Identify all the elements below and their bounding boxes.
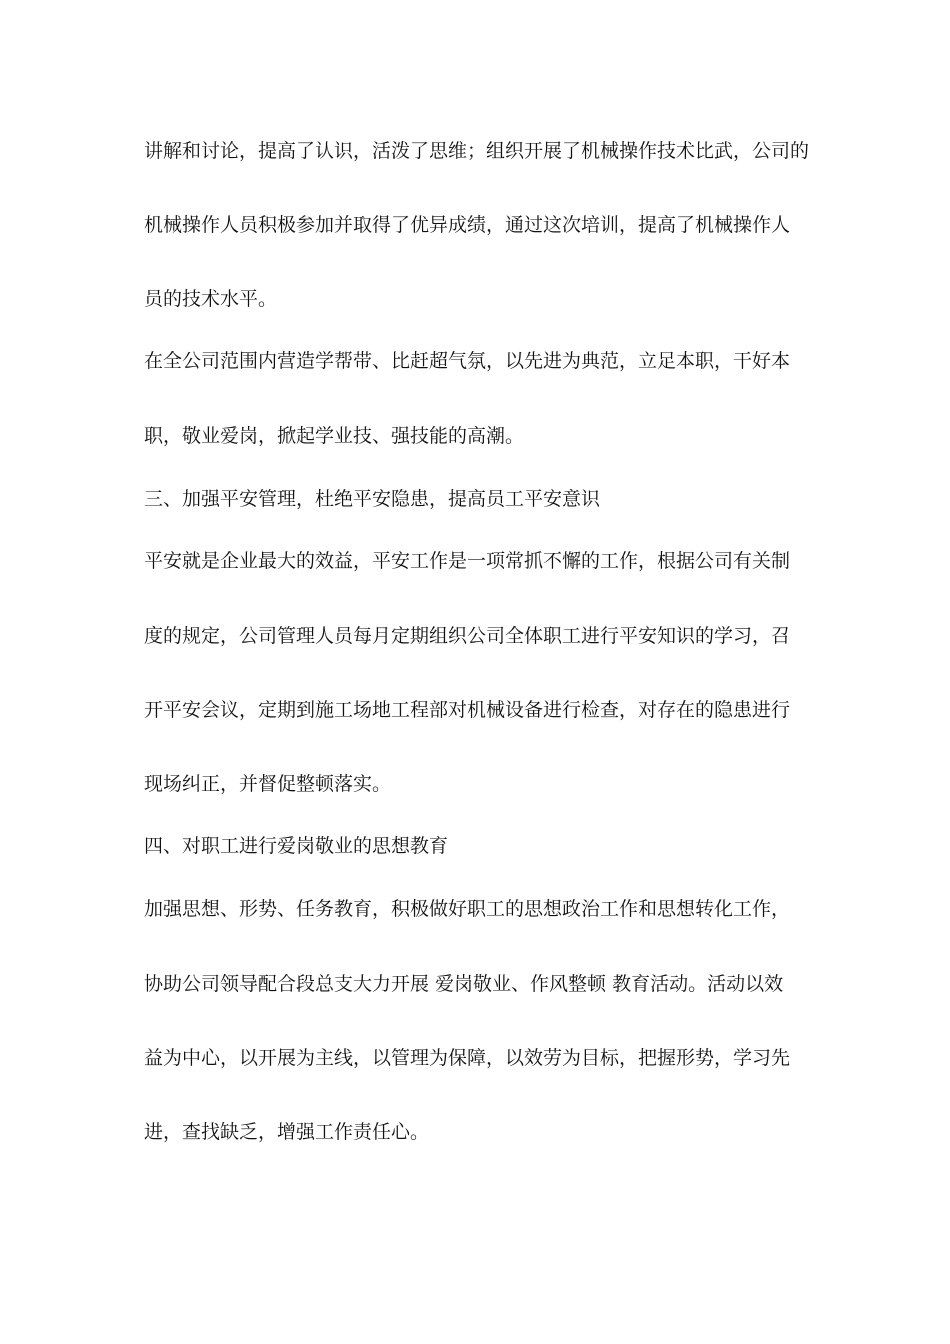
body-text-line: 加强思想、形势、任务教育，积极做好职工的思想政治工作和思想转化工作， [144,898,791,920]
body-text-line: 协助公司领导配合段总支大力开展 爱岗敬业、作风整顿 教育活动。活动以效 [144,973,784,995]
section-heading: 三、加强平安管理，杜绝平安隐患，提高员工平安意识 [144,488,601,510]
section-heading: 四、对职工进行爱岗敬业的思想教育 [144,835,449,857]
body-text-line: 度的规定，公司管理人员每月定期组织公司全体职工进行平安知识的学习，召 [144,625,791,647]
body-text-line: 平安就是企业最大的效益，平安工作是一项常抓不懈的工作，根据公司有关制 [144,550,791,572]
body-text-line: 益为中心，以开展为主线，以管理为保障，以效劳为目标，把握形势，学习先 [144,1047,791,1069]
body-text-line: 开平安会议，定期到施工场地工程部对机械设备进行检查，对存在的隐患进行 [144,699,791,721]
body-text-line: 职，敬业爱岗，掀起学业技、强技能的高潮。 [144,425,525,447]
body-text-line: 在全公司范围内营造学帮带、比赶超气氛，以先进为典范，立足本职，干好本 [144,350,791,372]
body-text-line: 现场纠正，并督促整顿落实。 [144,773,392,795]
body-text-line: 员的技术水平。 [144,288,278,310]
body-text-line: 机械操作人员积极参加并取得了优异成绩，通过这次培训，提高了机械操作人 [144,214,791,236]
body-text-line: 讲解和讨论，提高了认识，活泼了思维；组织开展了机械操作技术比武，公司的 [144,140,810,162]
body-text-line: 进，查找缺乏，增强工作责任心。 [144,1121,430,1143]
